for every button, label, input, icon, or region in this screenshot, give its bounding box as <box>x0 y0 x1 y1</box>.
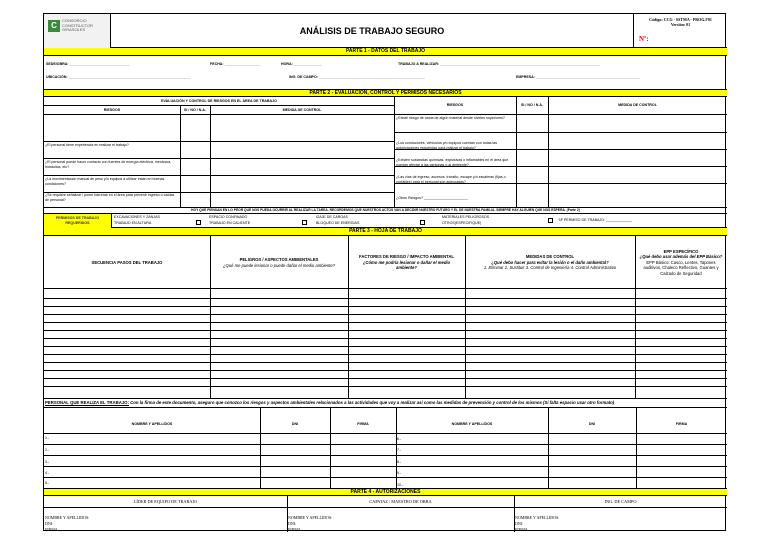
personnel-label: PERSONAL QUE REALIZA EL TRABAJO: <box>45 400 129 405</box>
left-risk-4: ¿Se requiere señalizar / poner barreras en el área para prevenir ingreso o caídas de personal? <box>45 193 175 202</box>
col-epp-note: EPP Básico: Casco, Lentes, Tapones auditivos, Chaleco Reflectivo, Guantes y Calzado de Seguridad <box>643 259 719 276</box>
logo-line-2: CONSTRUCTOR <box>62 22 94 28</box>
left-risk-3: ¿La movimentación manual de peso y/o equipos a utilizar están en buenas condiciones? <box>45 177 165 186</box>
personnel-row-10[interactable]: 10.- <box>397 483 404 487</box>
personnel-text: Con la firma de este documento, aseguro que conozco los riesgos y aspectos ambientales relacionados a las actividades que voy a realizar así como las medidas de prevención y control de los mismos (Si falta espacio usar otro formato) <box>130 400 615 405</box>
part1-title: PARTE 1 - DATOS DEL TRABAJO <box>44 48 727 56</box>
ing-campo-field[interactable]: ING. DE CAMPO: _____________________________________________________ <box>289 75 425 79</box>
permit-checkbox-2[interactable] <box>302 220 307 225</box>
permits-row <box>44 214 727 228</box>
personnel-col-name-left: NOMBRE Y APELLIDOS <box>131 422 173 427</box>
personnel-row-1[interactable]: 1.- <box>45 436 50 440</box>
personnel-row-6[interactable]: 6.- <box>397 437 402 441</box>
personnel-col-dni-left: DNI <box>291 422 299 427</box>
work-sheet-table <box>44 236 727 398</box>
code-cell <box>633 14 727 48</box>
auth-lider-dni[interactable]: DNI: <box>45 521 54 526</box>
permit-materiales: MATERIALES PELIGROSOS <box>442 215 490 219</box>
authorizations-table <box>44 496 727 532</box>
personnel-row-5[interactable]: 5.- <box>45 481 50 485</box>
personnel-statement <box>44 398 727 408</box>
work-sheet-header <box>44 236 727 289</box>
col-epp-title: EPP ESPECÍFICO <box>663 248 699 254</box>
role-lider: LÍDER DE EQUIPO DE TRABAJO <box>44 496 287 508</box>
auth-fields-capataz[interactable] <box>288 515 332 533</box>
auth-lider-name[interactable]: NOMBRE Y APELLIDOS: <box>45 515 90 520</box>
col-factores-title: FACTORES DE RIESGO / IMPACTO AMBIENTAL <box>359 254 454 260</box>
logo-text <box>62 19 110 33</box>
col-riesgos-right: RIESGOS <box>394 97 516 115</box>
auth-ing-name[interactable]: NOMBRE Y APELLIDOS: <box>515 515 560 520</box>
right-risk-1: ¿Existe riesgo de caída de algún material desde niveles superiores? <box>396 116 505 120</box>
personnel-col-firma-right: FIRMA <box>675 422 688 427</box>
form-code: Código: CCG - SSTMA - PROG.F01 <box>649 17 712 22</box>
permit-checkbox-4[interactable] <box>548 218 553 223</box>
part3-title: PARTE 3 - HOJA DE TRABAJO <box>44 228 727 236</box>
safety-notice: HOY QUE PIENSAN EN LO PEOR QUE NOS PUEDA OCURRIR AL REALIZAR LA TAREA. RECORDEMOS QUE NUESTROS ACTOS VAN A DECIDIR NUESTRO FUTURO Y EL DE NUESTRA FAMILIA. SIEMPRE HAY ALGUIEN QUE NOS ESPERA. (Parte 2) <box>44 207 727 214</box>
risk-evaluation-table <box>44 97 727 207</box>
role-ing-campo: ING. DE CAMPO <box>514 496 727 508</box>
logo-icon: C <box>48 20 60 32</box>
personnel-row-7[interactable]: 7.- <box>397 448 402 452</box>
personnel-col-name-right: NOMBRE Y APELLIDOS <box>451 422 493 427</box>
logo-line-3: GIRASOLES <box>62 27 86 33</box>
form-page <box>43 13 726 531</box>
col-medidas-sub: ¿Qué debo hacer para evitar la lesión o el daño ambiental? <box>491 259 609 265</box>
form-version: Versión: 01 <box>670 22 691 27</box>
permit-checkbox-3[interactable] <box>420 220 425 225</box>
right-risk-3: ¿Existen sustancias químicas, explosivas o inflamables en el área que puedan afectar a las personas o al ambiente? <box>396 158 509 167</box>
logo-line-1: CONSORCIO <box>62 18 87 23</box>
col-sino-right: SI / NO / N.A. <box>516 97 548 115</box>
personnel-row-9[interactable]: 9.- <box>397 471 402 475</box>
eval-title: EVALUACIÓN Y CONTROL DE RIESGOS EN EL ÁREA DE TRABAJO <box>44 97 394 106</box>
form-title: ANÁLISIS DE TRABAJO SEGURO <box>299 26 445 36</box>
personnel-row-4[interactable]: 4.- <box>45 471 50 475</box>
personnel-col-dni-right: DNI <box>588 422 596 427</box>
col-medidas-note: 1. Eliminar 2. Sustituir 3. Control de Ingeniería 4. Control Administrativo <box>483 265 617 271</box>
col-peligros <box>210 236 348 289</box>
ubicacion-field[interactable]: UBICACIÓN: _____________________________________________________________ <box>46 75 191 79</box>
form-number: Nº: <box>639 35 649 43</box>
auth-ing-firma[interactable]: FIRMA <box>515 527 528 532</box>
trabajo-field[interactable]: TRABAJO A REALIZAR: ________________________________________________________________________________ <box>398 62 600 66</box>
permit-checkbox-1[interactable] <box>196 220 201 225</box>
personnel-row-8[interactable]: 8.- <box>397 460 402 464</box>
permit-excavaciones: EXCAVACIONES Y ZANJAS <box>114 215 160 219</box>
part2-title: PARTE 2 - EVALUACION, CONTROL Y PERMISOS NECESARIOS <box>44 89 727 97</box>
auth-ing-dni[interactable]: DNI: <box>515 521 524 526</box>
auth-fields-lider[interactable] <box>45 515 89 533</box>
permit-izaje: IZAJE DE CARGAS <box>316 215 348 219</box>
col-epp <box>635 236 727 289</box>
hora-field[interactable]: HORA: ______________ <box>281 62 322 66</box>
personnel-col-firma-left: FIRMA <box>357 422 369 427</box>
logo-cell <box>44 14 111 48</box>
permit-confinado: ESPACIO CONFINADO <box>209 215 248 219</box>
col-peligros-sub: ¿Qué me puede lesionar o puede dañar el medio ambiente? <box>223 262 335 268</box>
col-factores <box>348 236 465 289</box>
col-peligros-title: PELIGROS / ASPECTOS AMBIENTALES <box>239 257 319 263</box>
permit-number[interactable]: Nº PERMISO DE TRABAJO: _____________ <box>559 218 632 222</box>
auth-capataz-name[interactable]: NOMBRE Y APELLIDOS: <box>288 515 333 520</box>
auth-lider-firma[interactable]: FIRMA <box>45 527 58 532</box>
role-capataz: CAPATAZ / MAESTRO DE OBRA <box>287 496 514 508</box>
auth-capataz-dni[interactable]: DNI: <box>288 521 297 526</box>
form-header <box>44 14 727 48</box>
col-secuencia: SECUENCIA PASOS DEL TRABAJO <box>91 259 163 265</box>
auth-fields-ing[interactable] <box>515 515 559 533</box>
permit-altura: TRABAJO EN ALTURA <box>114 221 152 225</box>
permit-otros: OTROS(ESPECIFIQUE) <box>442 221 482 225</box>
fecha-field[interactable]: FECHA: __________________ <box>210 62 261 66</box>
right-risk-5[interactable]: ¿Otros Riesgos? ______________________ <box>396 196 468 200</box>
col-medida-right: MEDIDA DE CONTROL <box>548 97 727 115</box>
personnel-row-2[interactable]: 2.- <box>45 448 50 452</box>
auth-capataz-firma[interactable]: FIRMA <box>288 527 301 532</box>
col-factores-sub: ¿Cómo me podría lesionar o dañar el medio ambiente? <box>362 259 451 271</box>
personnel-row-3[interactable]: 3.- <box>45 460 50 464</box>
permits-label: PERMISOS DE TRABAJO REQUERIDOS <box>44 214 112 228</box>
permit-bloqueo: BLOQUEO DE ENERGIAS <box>316 221 360 225</box>
right-risk-4: ¿Las vías de ingreso, accesos, tránsito, escape y/o escaleras (fijas o portátiles) para el personal son adecuadas? <box>396 175 506 184</box>
part4-title: PARTE 4 - AUTORIZACIONES <box>44 488 727 496</box>
col-epp-sub: ¿Qué debo usar además del EPP Básico? <box>639 254 723 260</box>
sede-field[interactable]: SEDE/OBRA: ______________________________ <box>46 62 130 66</box>
permit-caliente: TRABAJO EN CALIENTE <box>209 221 251 225</box>
col-medidas <box>465 236 635 289</box>
empresa-field[interactable]: EMPRESA: ____________________________________________________ <box>516 75 640 79</box>
col-medida-left: MEDIDA DE CONTROL <box>210 106 394 115</box>
col-medidas-title: MEDIDAS DE CONTROL <box>525 254 575 260</box>
col-sino-left: SI / NO / N.A. <box>180 106 210 115</box>
left-risk-1: ¿El personal tiene experiencia en realizar el trabajo? <box>45 143 129 147</box>
left-risk-2: ¿El personal puede hacer contacto con fuentes de energía eléctrica, mecánica, hidráulica, etc? <box>45 160 172 169</box>
right-risk-2: ¿Los conductores, vehículos y/o equipos cuentan con todas las autorizaciones requeridas para realizar el trabajo? <box>396 141 498 150</box>
col-riesgos-left: RIESGOS <box>44 106 180 115</box>
personnel-table <box>44 408 727 488</box>
